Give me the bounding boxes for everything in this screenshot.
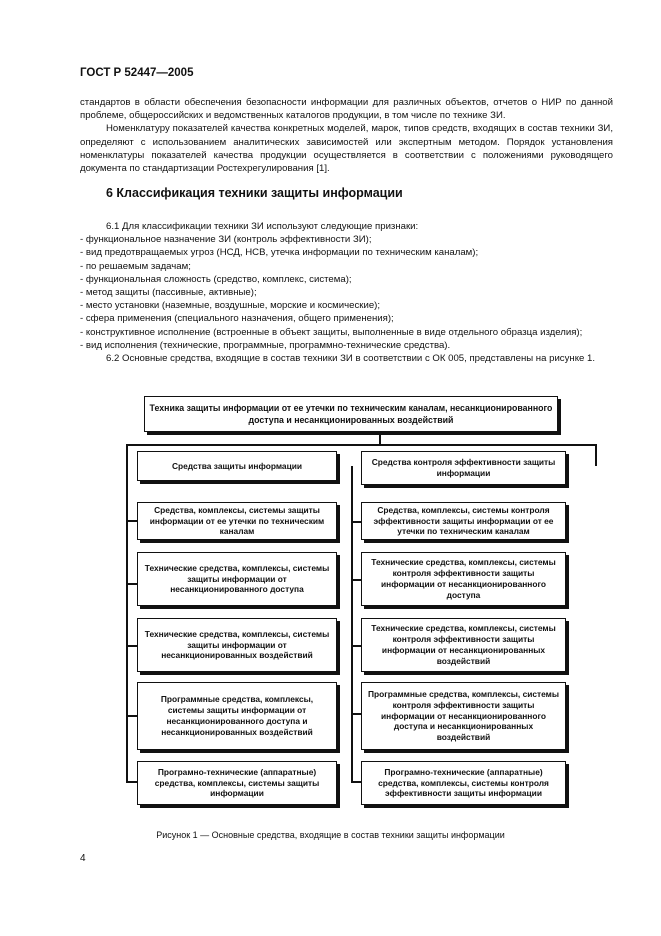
left-item-box: Средства, комплексы, системы защиты информации от ее утечки по техническим каналам [137,502,337,540]
connector-line [351,781,361,783]
right-item-box: Технические средства, комплексы, системы контроля эффективности защиты информации от несанкционированного доступа [361,552,566,606]
connector-line [351,579,361,581]
left-item-box: Технические средства, комплексы, системы защиты информации от несанкционированных воздействий [137,618,337,672]
connector-line [595,444,597,466]
page-number: 4 [80,853,86,864]
left-column-head: Средства защиты информации [137,451,337,481]
intro-paragraph-2: Номенклатуру показателей качества конкретных моделей, марок, типов средств, входящих в состав техники ЗИ, определяют с использованием аналитических зависимостей или экспертным методом. Порядок установления номенклатуры показателей качества продукции осуществляется в соответствии с положениями руководящего документа по стандартизации Ростехрегулирования [1]. [80,123,613,175]
right-item-box: Програмно-технические (аппаратные) средства, комплексы, системы контроля эффективности защиты информации [361,761,566,805]
figure-top-box: Техника защиты информации от ее утечки по техническим каналам, несанкционированного доступа и несанкционированных воздействий [144,396,558,432]
connector-line [126,444,128,466]
list-item: - сфера применения (специального назначения, общего применения); [80,313,394,325]
list-item: - конструктивное исполнение (встроенные в объект защиты, выполненные в виде отдельного образца изделия); [80,326,583,338]
left-item-box: Програмно-технические (аппаратные) средства, комплексы, системы защиты информации [137,761,337,805]
connector-line [351,645,361,647]
list-item: - вид исполнения (технические, программные, программно-технические средства). [80,339,451,351]
list-item: - вид предотвращаемых угроз (НСД, НСВ, утечка информации по техническим каналам); [80,247,479,259]
document-header: ГОСТ Р 52447—2005 [80,67,194,79]
list-item: - по решаемым задачам; [80,260,191,272]
clause-6-1-lead: 6.1 Для классификации техники ЗИ используют следующие признаки: [106,221,419,232]
connector-line [126,466,128,782]
right-column-head: Средства контроля эффективности защиты информации [361,451,566,485]
connector-line [126,781,137,783]
intro-paragraph-1: стандартов в области обеспечения безопасности информации для различных объектов, отчетов о НИР по данной проблеме, общероссийских и ведомственных каталогов продукции, в том числе по технике ЗИ. [80,97,613,122]
connector-line [379,432,381,444]
left-item-box: Программные средства, комплексы, системы защиты информации от несанкционированного доступа и несанкционированных воздействий [137,682,337,750]
left-item-box: Технические средства, комплексы, системы защиты информации от несанкционированного доступа [137,552,337,606]
right-item-box: Средства, комплексы, системы контроля эффективности защиты информации от ее утечки по техническим каналам [361,502,566,540]
list-item: - место установки (наземные, воздушные, морские и космические); [80,300,381,312]
connector-line [126,520,137,522]
connector-line [351,521,361,523]
connector-line [126,715,137,717]
connector-line [126,645,137,647]
section-title: 6 Классификация техники защиты информации [106,186,403,200]
connector-line [126,583,137,585]
right-item-box: Технические средства, комплексы, системы контроля эффективности защиты информации от несанкционированных воздействий [361,618,566,672]
list-item: - функциональная сложность (средство, комплекс, система); [80,273,352,285]
list-item: - функциональное назначение ЗИ (контроль эффективности ЗИ); [80,234,372,246]
figure-caption: Рисунок 1 — Основные средства, входящие в состав техники защиты информации [156,830,505,840]
right-item-box: Программные средства, комплексы, системы контроля эффективности защиты информации от несанкционированного доступа и несанкционированных воздействий [361,682,566,750]
connector-line [126,444,596,446]
connector-line [351,466,353,782]
connector-line [351,713,361,715]
list-item: - метод защиты (пассивные, активные); [80,287,257,299]
clause-6-2: 6.2 Основные средства, входящие в состав техники ЗИ в соответствии с ОК 005, представлены на рисунке 1. [106,353,596,365]
